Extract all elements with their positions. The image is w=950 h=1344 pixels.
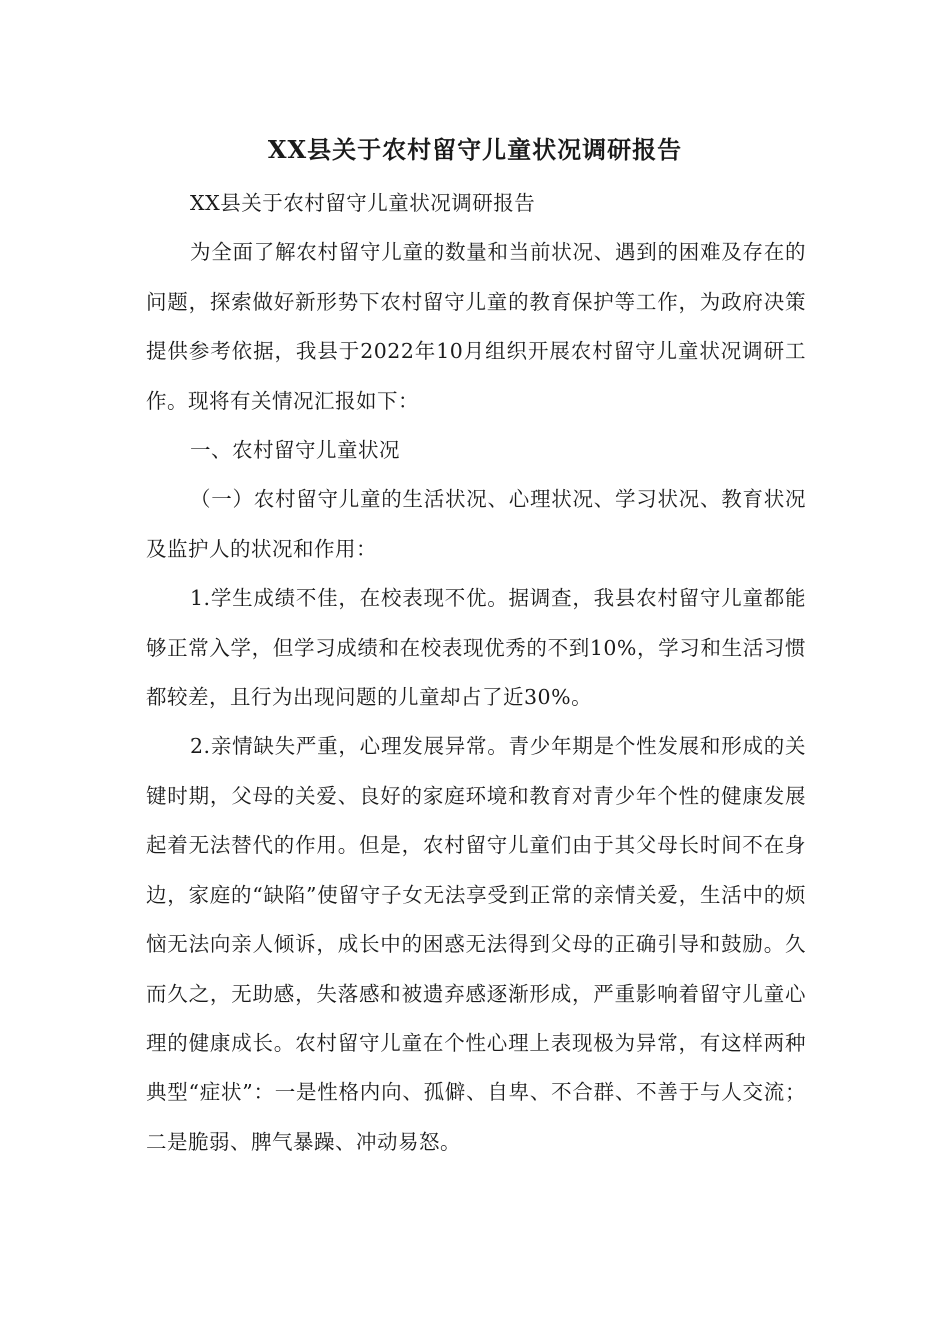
- subsection-heading-1: （一）农村留守儿童的生活状况、心理状况、学习状况、教育状况及监护人的状况和作用：: [146, 487, 806, 561]
- intro-paragraph: 为全面了解农村留守儿童的数量和当前状况、遇到的困难及存在的问题，探索做好新形势下农村留守儿童的教育保护等工作，为政府决策提供参考依据，我县于2022年10月组织开展农村留守儿童状况调研工作。现将有关情况汇报如下：: [146, 240, 806, 413]
- subtitle-paragraph: XX县关于农村留守儿童状况调研报告: [190, 191, 536, 215]
- document-body: [146, 179, 806, 1167]
- point-1-paragraph: 1.学生成绩不佳，在校表现不优。据调查，我县农村留守儿童都能够正常入学，但学习成绩和在校表现优秀的不到10%，学习和生活习惯都较差，且行为出现问题的儿童却占了近30%。: [146, 586, 806, 710]
- point-2-paragraph: 2.亲情缺失严重，心理发展异常。青少年期是个性发展和形成的关键时期，父母的关爱、良好的家庭环境和教育对青少年个性的健康发展起着无法替代的作用。但是，农村留守儿童们由于其父母长时间不在身边，家庭的“缺陷”使留守子女无法享受到正常的亲情关爱，生活中的烦恼无法向亲人倾诉，成长中的困惑无法得到父母的正确引导和鼓励。久而久之，无助感，失落感和被遗弃感逐渐形成，严重影响着留守儿童心理的健康成长。农村留守儿童在个性心理上表现极为异常，有这样两种典型“症状”：一是性格内向、孤僻、自卑、不合群、不善于与人交流；二是脆弱、脾气暴躁、冲动易怒。: [146, 734, 806, 1154]
- section-heading-1: 一、农村留守儿童状况: [190, 438, 400, 463]
- document-title: XX县关于农村留守儿童状况调研报告: [267, 135, 683, 164]
